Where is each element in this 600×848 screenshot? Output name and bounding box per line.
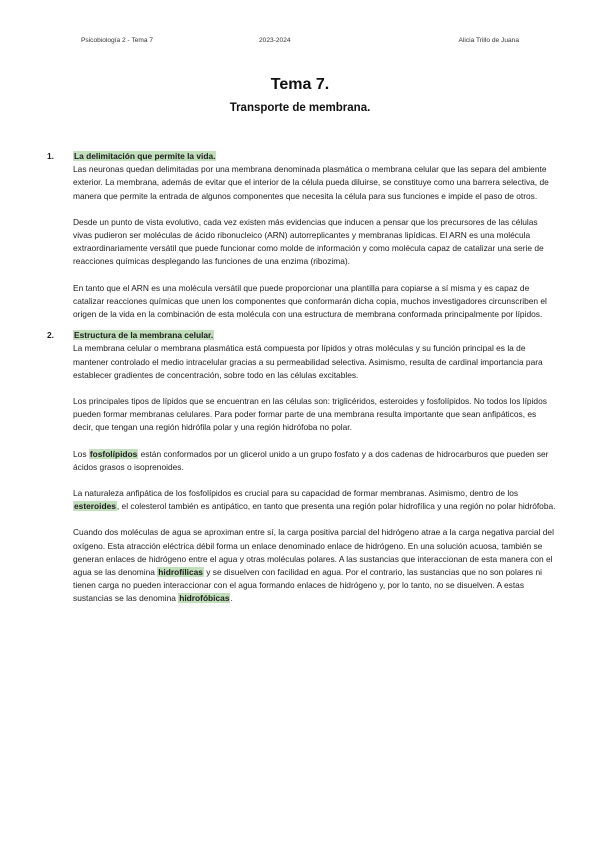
page-header: [81, 37, 519, 49]
text-run: , el colesterol también es antipático, en tanto que presenta una región polar hidrofílica y una región no polar hidrófoba.: [116, 501, 556, 512]
text-run: Cuando dos moléculas de agua se aproximan entre sí, la carga positiva parcial del hidrógeno atrae a la carga negativa parcial del oxígeno. Esta atracción eléctrica débil forma un enlace denominado enlace de hidrógeno. En una solución acuosa, también se generan enlaces de hidrógeno entre el agua y otras moléculas polares. A las sustancias que interaccionan de esta manera con el agua se las denomina: [73, 527, 554, 578]
section-title: Estructura de la membrana celular.: [74, 330, 214, 341]
page-subtitle: Transporte de membrana.: [229, 102, 371, 114]
document-body: [47, 150, 558, 619]
text-run: Los: [73, 448, 89, 459]
page-title: Tema 7.: [270, 76, 330, 93]
paragraph: [73, 448, 558, 474]
section-heading: [47, 329, 558, 342]
text-run: La naturaleza anfipática de los fosfolípidos es crucial para su capacidad de formar membranas. Asimismo, dentro de los: [73, 488, 519, 499]
header-author: Alicia Trillo de Juana: [458, 37, 519, 44]
section-number: 1.: [47, 151, 54, 161]
paragraph: Desde un punto de vista evolutivo, cada vez existen más evidencias que inducen a pensar que los precursores de las células vivas pudieron ser moléculas de ácido ribonucleico (ARN) autorreplicantes y membranas lipídicas. El ARN es una molécula extraordinariamente versátil que puede funcionar como molde de información y como molécula capaz de catalizar una serie de reacciones químicas desplegando las funciones de una enzima (ribozima).: [73, 216, 544, 267]
highlighted-term: esteroides: [74, 501, 116, 512]
highlighted-term: hidrofóbicas: [179, 593, 230, 604]
section-heading: [47, 150, 558, 163]
paragraph: Las neuronas quedan delimitadas por una membrana denominada plasmática o membrana celular que las separa del ambiente exterior. La membrana, además de evitar que el interior de la célula pueda diluirse, se constituye como una barrera selectiva, de manera que permite la entrada de algunos componentes que necesita la célula para sus funciones e impide el paso de otros.: [73, 164, 549, 201]
highlighted-term: fosfolípidos: [89, 448, 138, 459]
paragraph: [73, 487, 558, 513]
paragraph: Los principales tipos de lípidos que se encuentran en las células son: triglicéridos, esteroides y fosfolípidos. No todos los lípidos pueden formar membranas celulares. Para poder formar parte de una membrana resulta importante que sean anfipáticos, es decir, que tengan una región hidrófila polar y una región hidrófoba no polar.: [73, 396, 547, 433]
paragraph: En tanto que el ARN es una molécula versátil que puede proporcionar una plantilla para copiarse a sí misma y es capaz de catalizar reacciones químicas que unen los componentes que conformarán dicha copia, muchos investigadores circunscriben el origen de la vida en la combinación de esta molécula con una estructura de membrana conformada principalmente por lípidos.: [73, 282, 547, 320]
header-course: Psicobiología 2 - Tema 7: [81, 37, 154, 44]
text-run: y se disuelven con facilidad en agua. Por el contrario, las sustancias que no son polares ni tienen carga no pueden interaccionar con el agua formando enlaces de hidrógeno y, por lo tanto, no se disuelven. A estas sustancias se las denomina: [73, 567, 542, 604]
highlighted-term: hidrofílicas: [158, 567, 203, 578]
header-year: 2023-2024: [259, 37, 291, 44]
text-run: están conformados por un glicerol unido a un grupo fosfato y a dos cadenas de hidrocarburos que pueden ser ácidos grasos o isoprenoides.: [73, 448, 549, 472]
section-number: 2.: [47, 330, 54, 341]
paragraph: [73, 526, 558, 605]
paragraph: La membrana celular o membrana plasmática está compuesta por lípidos y otras moléculas y su función principal es la de mantener controlado el medio intracelular gracias a su permeabilidad selectiva. Asimismo, resulta de cardinal importancia para establecer gradientes de concentración, sobre todo en las células excitables.: [73, 343, 543, 380]
text-run: .: [230, 593, 233, 604]
section-title: La delimitación que permite la vida.: [74, 151, 216, 161]
